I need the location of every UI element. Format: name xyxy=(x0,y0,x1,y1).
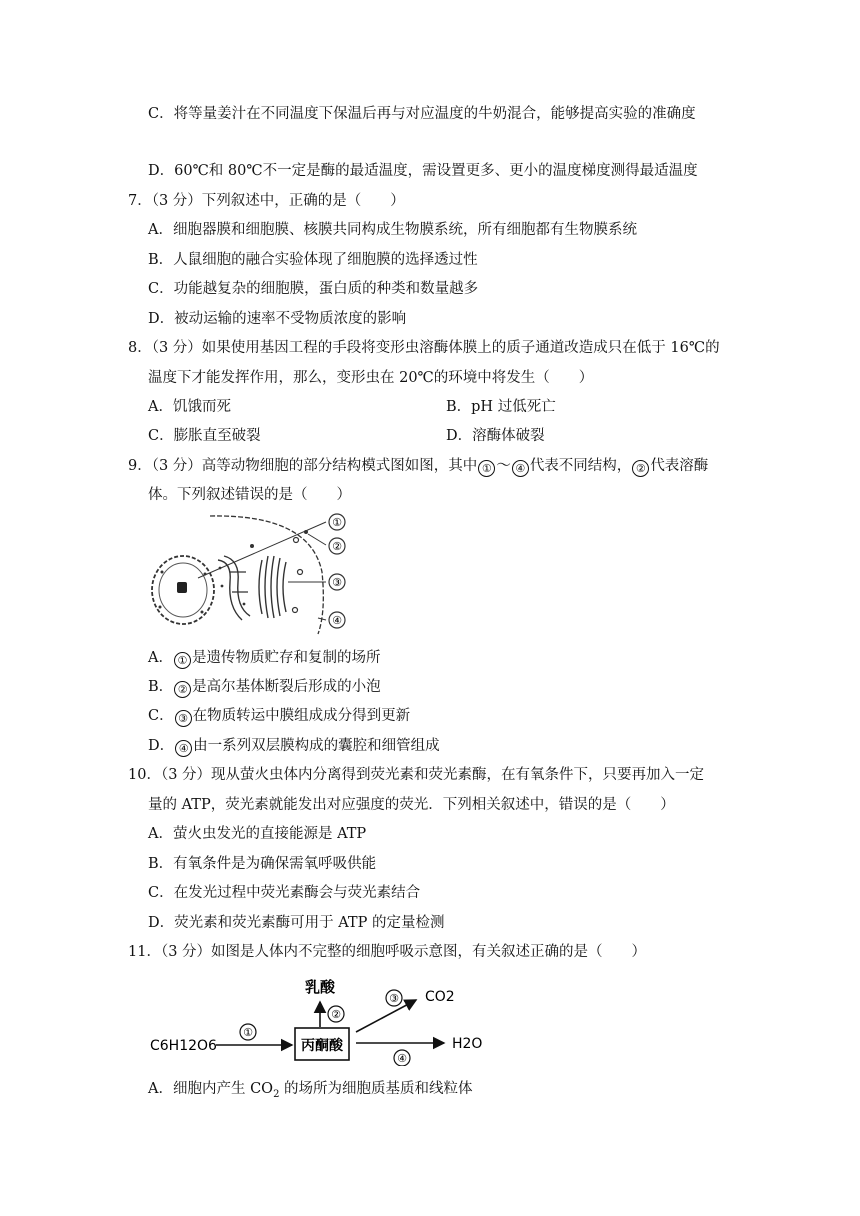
q6-option-c: C．将等量姜汁在不同温度下保温后再与对应温度的牛奶混合，能够提高实验的准确度 xyxy=(148,106,696,122)
q8-option-a: A．饥饿而死 xyxy=(148,399,231,415)
q10-option-b: B．有氧条件是为确保需氧呼吸供能 xyxy=(148,856,377,872)
q9-option-b: B． ② 是高尔基体断裂后形成的小泡 xyxy=(148,679,381,696)
q8-stem-line2: 温度下才能发挥作用，那么，变形虫在 20℃的环境中将发生（ ） xyxy=(148,370,594,386)
q7-option-a: A．细胞器膜和细胞膜、核膜共同构成生物膜系统，所有细胞都有生物膜系统 xyxy=(148,222,637,238)
respiration-diagram xyxy=(150,966,490,1066)
q10-stem-line2: 量的 ATP，荧光素就能发出对应强度的荧光．下列相关叙述中，错误的是（ ） xyxy=(148,797,675,813)
mark-2: ② xyxy=(632,460,649,477)
q10-stem-line1: 10．（3 分）现从萤火虫体内分离得到荧光素和荧光素酶，在有氧条件下，只要再加入一定 xyxy=(128,767,705,783)
q8-stem-line1: 8．（3 分）如果使用基因工程的手段将变形虫溶酶体膜上的质子通道改造成只在低于 16℃的 xyxy=(128,340,720,356)
q9-stem-line2: 体。下列叙述错误的是（ ） xyxy=(148,487,351,503)
q7-stem: 7．（3 分）下列叙述中，正确的是（ ） xyxy=(128,193,405,209)
q9-option-d: D． ④ 由一系列双层膜构成的囊腔和细管组成 xyxy=(148,738,440,755)
glucose-label: C6H12O6 xyxy=(150,1038,217,1054)
pyruvate-label: 丙酮酸 xyxy=(301,1038,343,1054)
q10-option-a: A．萤火虫发光的直接能源是 ATP xyxy=(148,826,367,842)
lactic-acid-label: 乳酸 xyxy=(305,978,336,996)
q8-option-b: B．pH 过低死亡 xyxy=(446,399,556,415)
q11-stem: 11．（3 分）如图是人体内不完整的细胞呼吸示意图，有关叙述正确的是（ ） xyxy=(128,944,647,960)
h2o-label: H2O xyxy=(452,1036,483,1052)
mark-4: ④ xyxy=(512,460,529,477)
q9-option-c: C． ③ 在物质转运中膜组成成分得到更新 xyxy=(148,708,411,725)
step-4-label: ④ xyxy=(397,1052,407,1065)
diagram-label-2: ② xyxy=(332,540,342,553)
mark-1: ① xyxy=(478,460,495,477)
q8-option-c: C．膨胀直至破裂 xyxy=(148,428,261,444)
q7-option-c: C．功能越复杂的细胞膜，蛋白质的种类和数量越多 xyxy=(148,281,479,297)
q7-option-b: B．人鼠细胞的融合实验体现了细胞膜的选择透过性 xyxy=(148,252,478,268)
step-1-label: ① xyxy=(243,1026,253,1039)
q7-option-d: D．被动运输的速率不受物质浓度的影响 xyxy=(148,311,407,327)
q9-option-a: A． ① 是遗传物质贮存和复制的场所 xyxy=(148,650,381,667)
diagram-label-3: ③ xyxy=(332,576,342,589)
q10-option-c: C．在发光过程中荧光素酶会与荧光素结合 xyxy=(148,885,421,901)
q6-option-d: D．60℃和 80℃不一定是酶的最适温度，需设置更多、更小的温度梯度测得最适温度 xyxy=(148,163,698,179)
step-3-label: ③ xyxy=(389,992,399,1005)
co2-label: CO2 xyxy=(425,989,455,1005)
diagram-label-1: ① xyxy=(332,516,342,529)
diagram-label-4: ④ xyxy=(332,614,342,627)
q9-stem-line1: 9．（3 分）高等动物细胞的部分结构模式图如图，其中 ① ～ ④ 代表不同结构， ② 代表溶酶 xyxy=(128,458,709,475)
cell-structure-diagram xyxy=(150,512,360,637)
q8-option-d: D．溶酶体破裂 xyxy=(446,428,545,444)
step-2-label: ② xyxy=(331,1008,341,1021)
q10-option-d: D．荧光素和荧光素酶可用于 ATP 的定量检测 xyxy=(148,915,445,931)
q11-option-a: A．细胞内产生 $CO_2$ 的场所为细胞质基质和线粒体 xyxy=(148,1081,473,1100)
